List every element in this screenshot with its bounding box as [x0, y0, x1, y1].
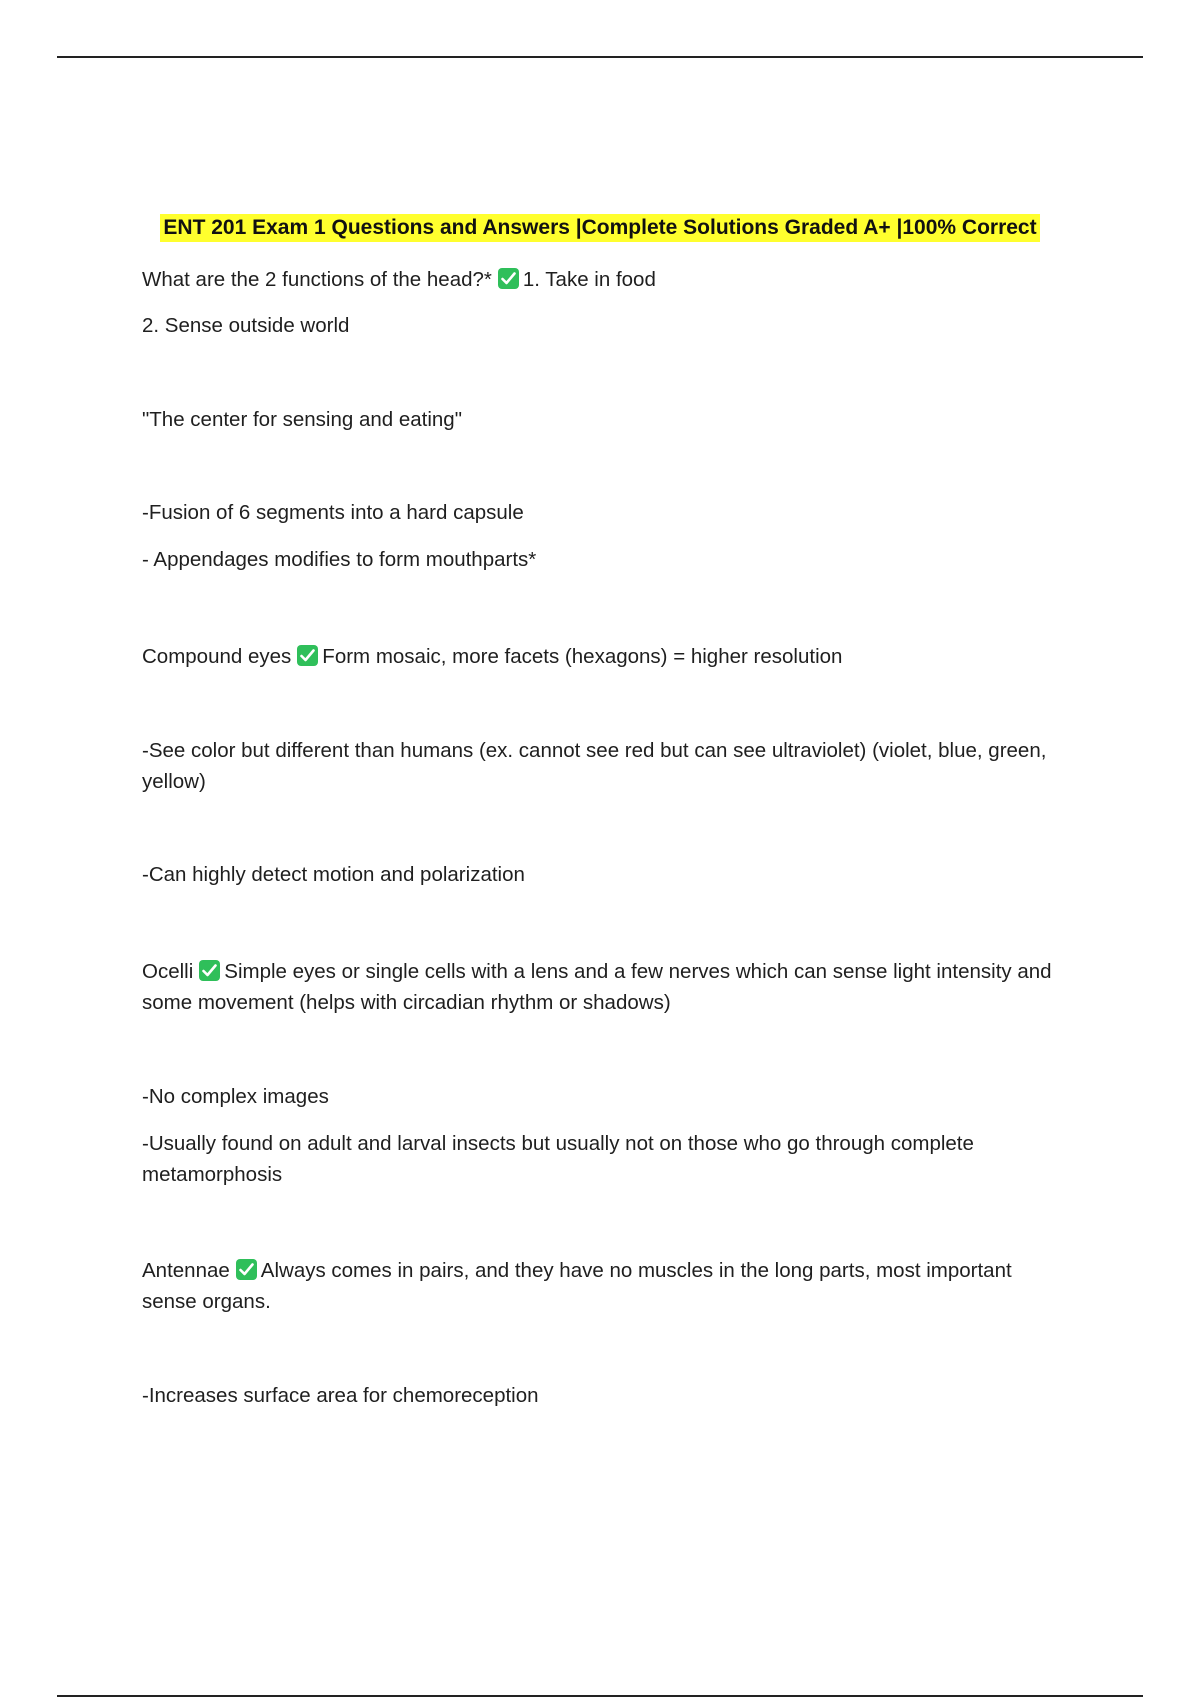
- answer-line: -Fusion of 6 segments into a hard capsule: [142, 501, 524, 524]
- question-compound-eyes: [142, 641, 1072, 672]
- answer-line: -No complex images: [142, 1085, 329, 1108]
- question-text: Compound eyes: [142, 645, 292, 668]
- answer-line: "The center for sensing and eating": [142, 408, 462, 431]
- title-block: [0, 214, 1200, 242]
- question-text: Ocelli: [142, 960, 194, 983]
- answer-line: - Appendages modifies to form mouthparts*: [142, 548, 537, 571]
- answer-line: -Usually found on adult and larval insects but usually not on those who go through complete metamorphosis: [142, 1132, 974, 1186]
- check-mark-icon: [498, 268, 519, 289]
- answer-text: 1. Take in food: [522, 268, 656, 291]
- question-head-functions: [142, 264, 1072, 295]
- answer-line: 2. Sense outside world: [142, 314, 350, 337]
- answer-line: -Can highly detect motion and polarization: [142, 863, 525, 886]
- document-title: ENT 201 Exam 1 Questions and Answers |Complete Solutions Graded A+ |100% Correct: [160, 214, 1039, 242]
- question-antennae: [142, 1255, 1072, 1317]
- bottom-rule: [57, 1695, 1143, 1697]
- top-rule: [57, 56, 1143, 58]
- question-text: Antennae: [142, 1259, 230, 1282]
- answer-text: Form mosaic, more facets (hexagons) = higher resolution: [322, 645, 843, 668]
- answer-text: Simple eyes or single cells with a lens and a few nerves which can sense light intensity and some movement (helps with circadian rhythm or shadows): [142, 960, 1052, 1014]
- question-text: What are the 2 functions of the head?*: [142, 268, 492, 291]
- answer-text: Always comes in pairs, and they have no muscles in the long parts, most important sense organs.: [142, 1259, 1012, 1313]
- check-mark-icon: [199, 960, 220, 981]
- answer-line: -Increases surface area for chemoreception: [142, 1384, 539, 1407]
- question-ocelli: [142, 956, 1072, 1018]
- check-mark-icon: [236, 1259, 257, 1280]
- answer-line: -See color but different than humans (ex. cannot see red but can see ultraviolet) (violet, blue, green, yellow): [142, 739, 1047, 793]
- check-mark-icon: [297, 645, 318, 666]
